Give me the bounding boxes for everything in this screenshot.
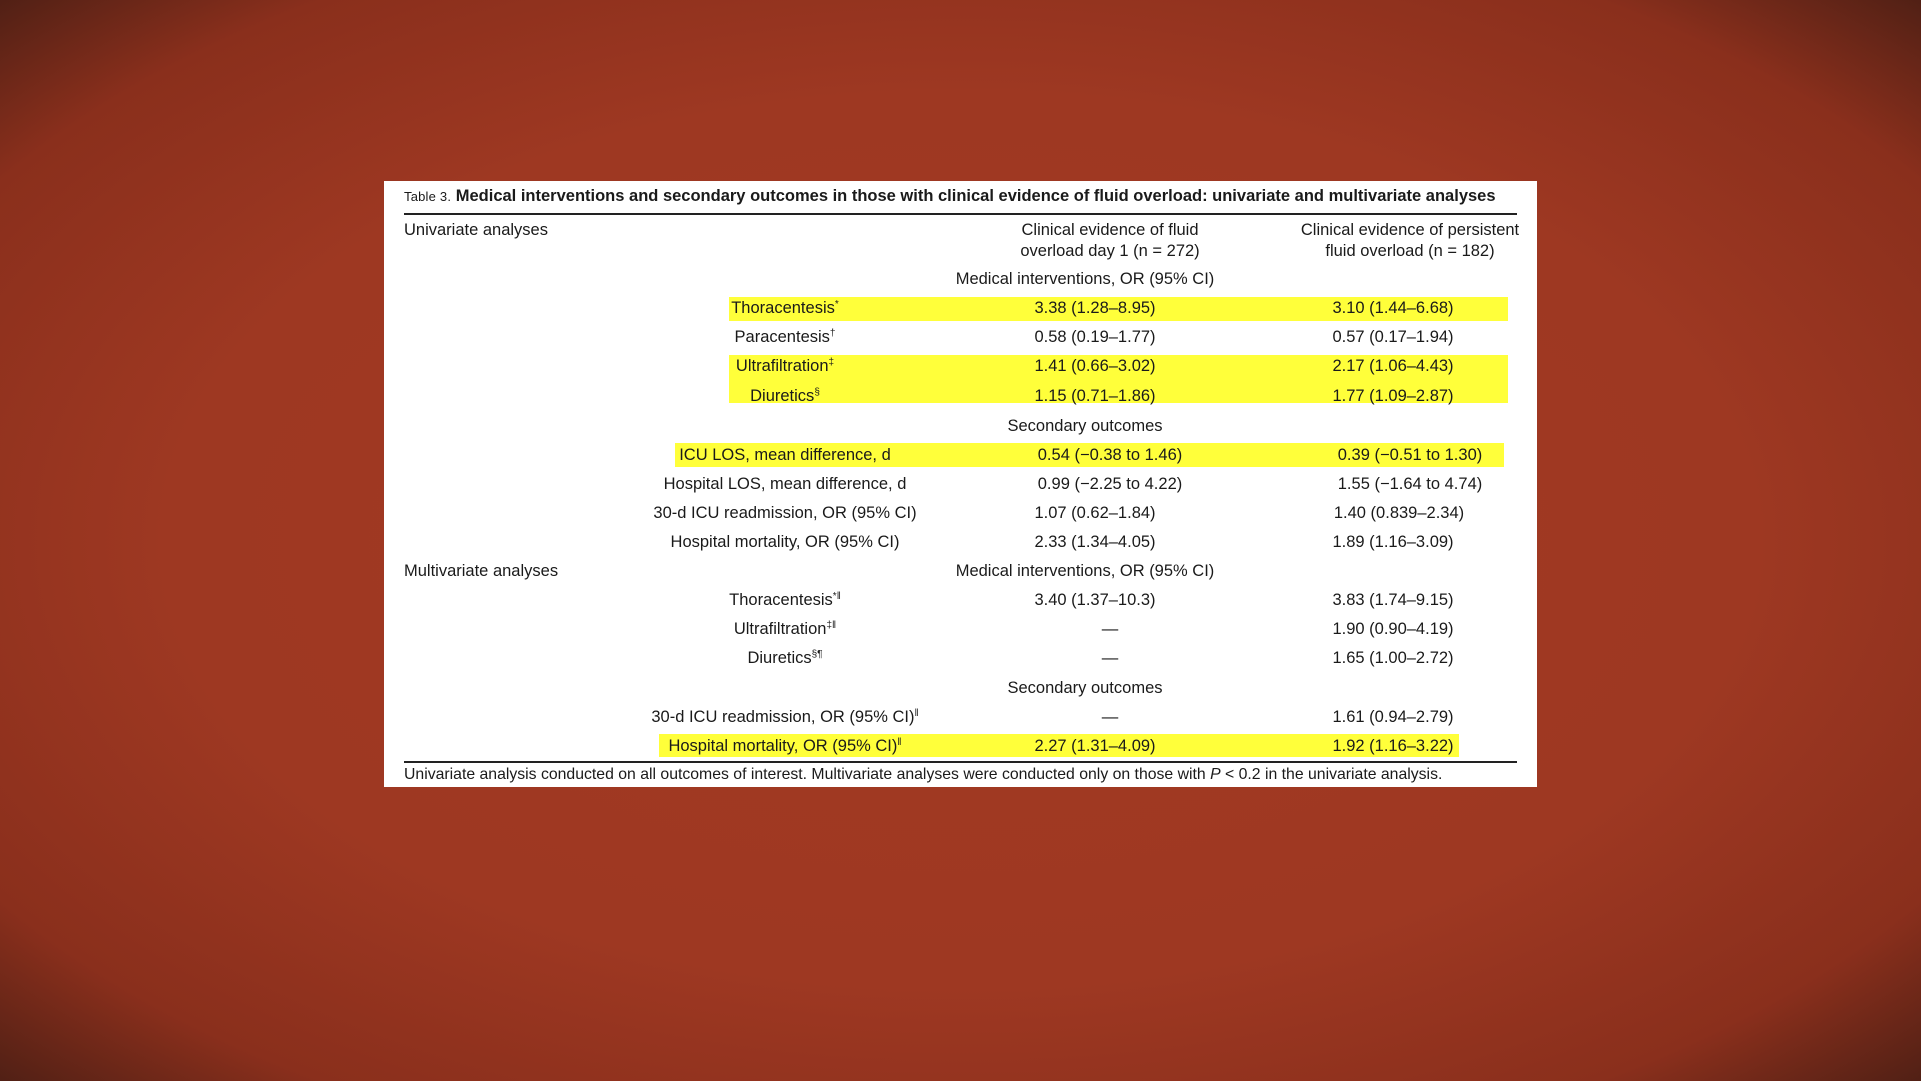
value-persistent: 1.65 (1.00–2.72) (1332, 649, 1454, 667)
value-persistent: 1.40 (0.839–2.34) (1333, 504, 1465, 522)
value-persistent: 1.55 (−1.64 to 4.74) (1337, 475, 1483, 493)
row-label: Diuretics§ (750, 387, 820, 405)
value-day1: 2.27 (1.31–4.09) (1034, 737, 1156, 755)
value-persistent: 1.92 (1.16–3.22) (1332, 737, 1454, 755)
row-label: Hospital mortality, OR (95% CI)‖ (668, 737, 902, 755)
value-persistent: 3.10 (1.44–6.68) (1332, 299, 1454, 317)
value-day1: 1.15 (0.71–1.86) (1034, 387, 1156, 405)
value-persistent: 1.89 (1.16–3.09) (1332, 533, 1454, 551)
value-day1: — (1101, 620, 1119, 638)
row-label: 30-d ICU readmission, OR (95% CI) (653, 504, 917, 522)
row-label: Ultrafiltration‡ (735, 357, 835, 375)
subheader-medical-interventions: Medical interventions, OR (95% CI) (955, 270, 1215, 288)
value-day1: 1.07 (0.62–1.84) (1034, 504, 1156, 522)
slide-table-card (384, 181, 1537, 787)
row-label: Hospital LOS, mean difference, d (663, 475, 907, 493)
table-footnote: Univariate analysis conducted on all outcomes of interest. Multivariate analyses were conducted only on those with P < 0.2 in the univariate analysis. (404, 766, 1443, 783)
table-title: Medical interventions and secondary outcomes in those with clinical evidence of fluid overload: univariate and multivariate analyses (455, 187, 1496, 205)
row-label: Hospital mortality, OR (95% CI) (670, 533, 900, 551)
subheader-secondary-outcomes: Secondary outcomes (1007, 417, 1163, 435)
row-label: Diuretics§¶ (747, 649, 823, 667)
value-day1: — (1101, 708, 1119, 726)
value-persistent: 1.90 (0.90–4.19) (1332, 620, 1454, 638)
row-label: Paracentesis† (734, 328, 836, 346)
section-label-multivariate: Multivariate analyses (404, 562, 559, 580)
row-label: Ultrafiltration‡‖ (733, 620, 837, 638)
column-header-day1: Clinical evidence of fluid overload day 1 (n = 272) (1020, 221, 1200, 260)
value-day1: 3.40 (1.37–10.3) (1034, 591, 1156, 609)
value-day1: 3.38 (1.28–8.95) (1034, 299, 1156, 317)
value-day1: 0.54 (−0.38 to 1.46) (1037, 446, 1183, 464)
value-persistent: 0.57 (0.17–1.94) (1332, 328, 1454, 346)
value-persistent: 1.77 (1.09–2.87) (1332, 387, 1454, 405)
value-day1: 0.58 (0.19–1.77) (1034, 328, 1156, 346)
bottom-rule (404, 761, 1517, 763)
value-day1: 0.99 (−2.25 to 4.22) (1037, 475, 1183, 493)
row-label: 30-d ICU readmission, OR (95% CI)‖ (651, 708, 919, 726)
subheader-medical-interventions: Medical interventions, OR (95% CI) (955, 562, 1215, 580)
subheader-secondary-outcomes: Secondary outcomes (1007, 679, 1163, 697)
top-rule (404, 213, 1517, 215)
row-label: Thoracentesis*‖ (729, 591, 841, 609)
section-label-univariate: Univariate analyses (404, 221, 548, 239)
value-persistent: 3.83 (1.74–9.15) (1332, 591, 1454, 609)
row-label: Thoracentesis* (731, 299, 839, 317)
row-label: ICU LOS, mean difference, d (679, 446, 891, 464)
value-persistent: 2.17 (1.06–4.43) (1332, 357, 1454, 375)
value-day1: 1.41 (0.66–3.02) (1034, 357, 1156, 375)
value-persistent: 1.61 (0.94–2.79) (1332, 708, 1454, 726)
value-day1: — (1101, 649, 1119, 667)
table-caption (404, 187, 1496, 206)
value-persistent: 0.39 (−0.51 to 1.30) (1337, 446, 1483, 464)
column-header-persistent: Clinical evidence of persistent fluid overload (n = 182) (1300, 221, 1520, 260)
value-day1: 2.33 (1.34–4.05) (1034, 533, 1156, 551)
table-label: Table 3. (404, 189, 452, 204)
